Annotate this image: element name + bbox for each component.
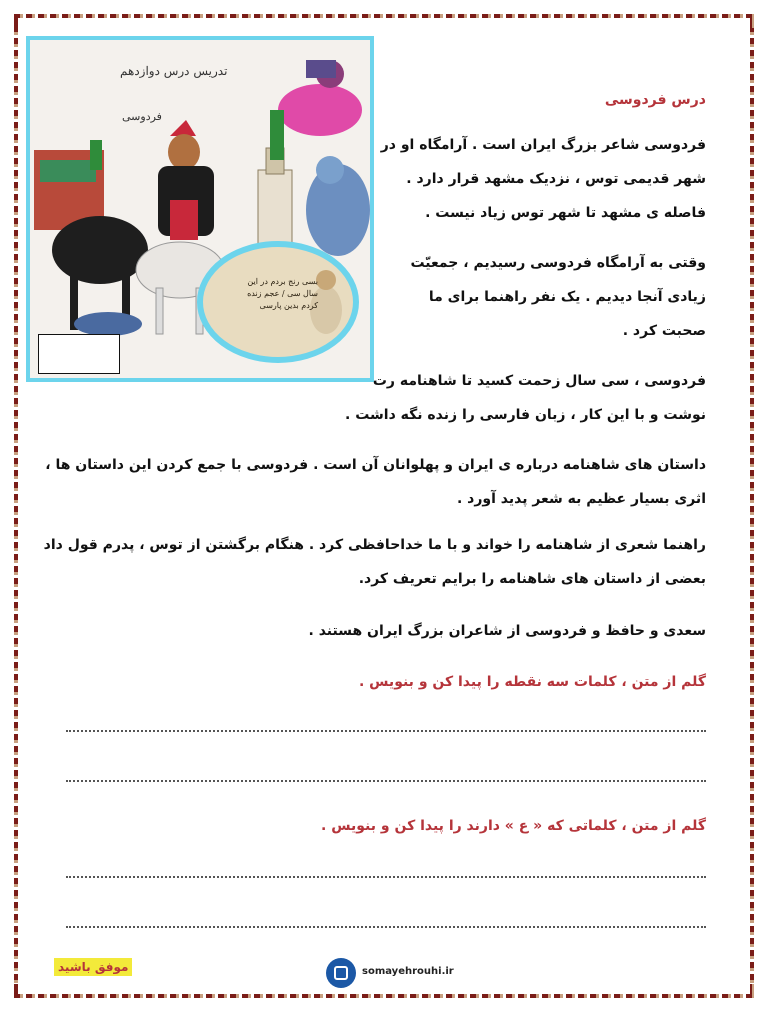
paragraph-line: فردوسی شاعر بزرگ ایران است . آرامگاه او در	[380, 137, 706, 153]
shahnameh-scene-illustration	[30, 40, 370, 378]
paragraph-line: زیادی آنجا دیدیم . یک نفر راهنما برای ما	[428, 289, 706, 305]
paragraph-2	[410, 246, 706, 348]
lesson-illustration	[26, 36, 374, 382]
paragraph-line: فردوسی ، سی سال زحمت کسید تا شاهنامه رت	[372, 373, 706, 389]
lesson-title: درس فردوسی	[604, 92, 706, 108]
paragraph-6	[309, 614, 707, 648]
paragraph-line: اثری بسیار عظیم به شعر پدید آورد .	[456, 491, 706, 507]
paragraph-3	[345, 364, 706, 432]
question-three-dot-words: گلم از متن ، کلمات سه نقطه را پیدا کن و بنویس .	[358, 674, 706, 690]
illustration-subtitle: فردوسی	[122, 110, 162, 123]
paragraph-line: داستان های شاهنامه درباره ی ایران و پهلوانان آن است . فردوسی با جمع کردن این داستان ها ،	[45, 457, 706, 473]
illustration-bubble-verse: بسی رنج بردم در این سال سی / عجم زنده کردم بدین پارسی	[247, 277, 318, 310]
answer-line[interactable]	[66, 780, 706, 782]
paragraph-line: وقتی به آرامگاه فردوسی رسیدیم ، جمعیّت	[410, 255, 706, 271]
paragraph-line: شهر قدیمی توس ، نزدیک مشهد قرار دارد .	[406, 171, 706, 187]
paragraph-line: فاصله ی مشهد تا شهر توس زیاد نیست .	[425, 205, 706, 221]
site-logo-icon	[326, 958, 356, 988]
answer-line[interactable]	[66, 730, 706, 732]
question-ein-words: گلم از متن ، کلماتی که « ع » دارند را پیدا کن و بنویس .	[321, 818, 706, 834]
answer-line[interactable]	[66, 876, 706, 878]
paragraph-line: نوشت و با این کار ، زبان فارسی را زنده نگه داشت .	[345, 407, 706, 423]
paragraph-line: صحبت کرد .	[622, 323, 706, 339]
paragraph-5	[44, 528, 706, 596]
blank-name-box	[38, 334, 120, 374]
paragraph-line: سعدی و حافظ و فردوسی از شاعران بزرگ ایران هستند .	[308, 623, 706, 639]
illustration-title: تدریس درس دوازدهم	[120, 64, 228, 78]
paragraph-4	[45, 448, 706, 516]
answer-line[interactable]	[66, 926, 706, 928]
paragraph-line: بعضی از داستان های شاهنامه را برایم تعریف کرد.	[358, 571, 706, 587]
paragraph-1	[381, 128, 706, 230]
site-url: somayehrouhi.ir	[362, 966, 454, 977]
good-luck-label: موفق باشید	[54, 958, 132, 976]
paragraph-line: راهنما شعری از شاهنامه را خواند و با ما خداحافظی کرد . هنگام برگشتن از توس ، پدرم قول داد	[43, 537, 706, 553]
